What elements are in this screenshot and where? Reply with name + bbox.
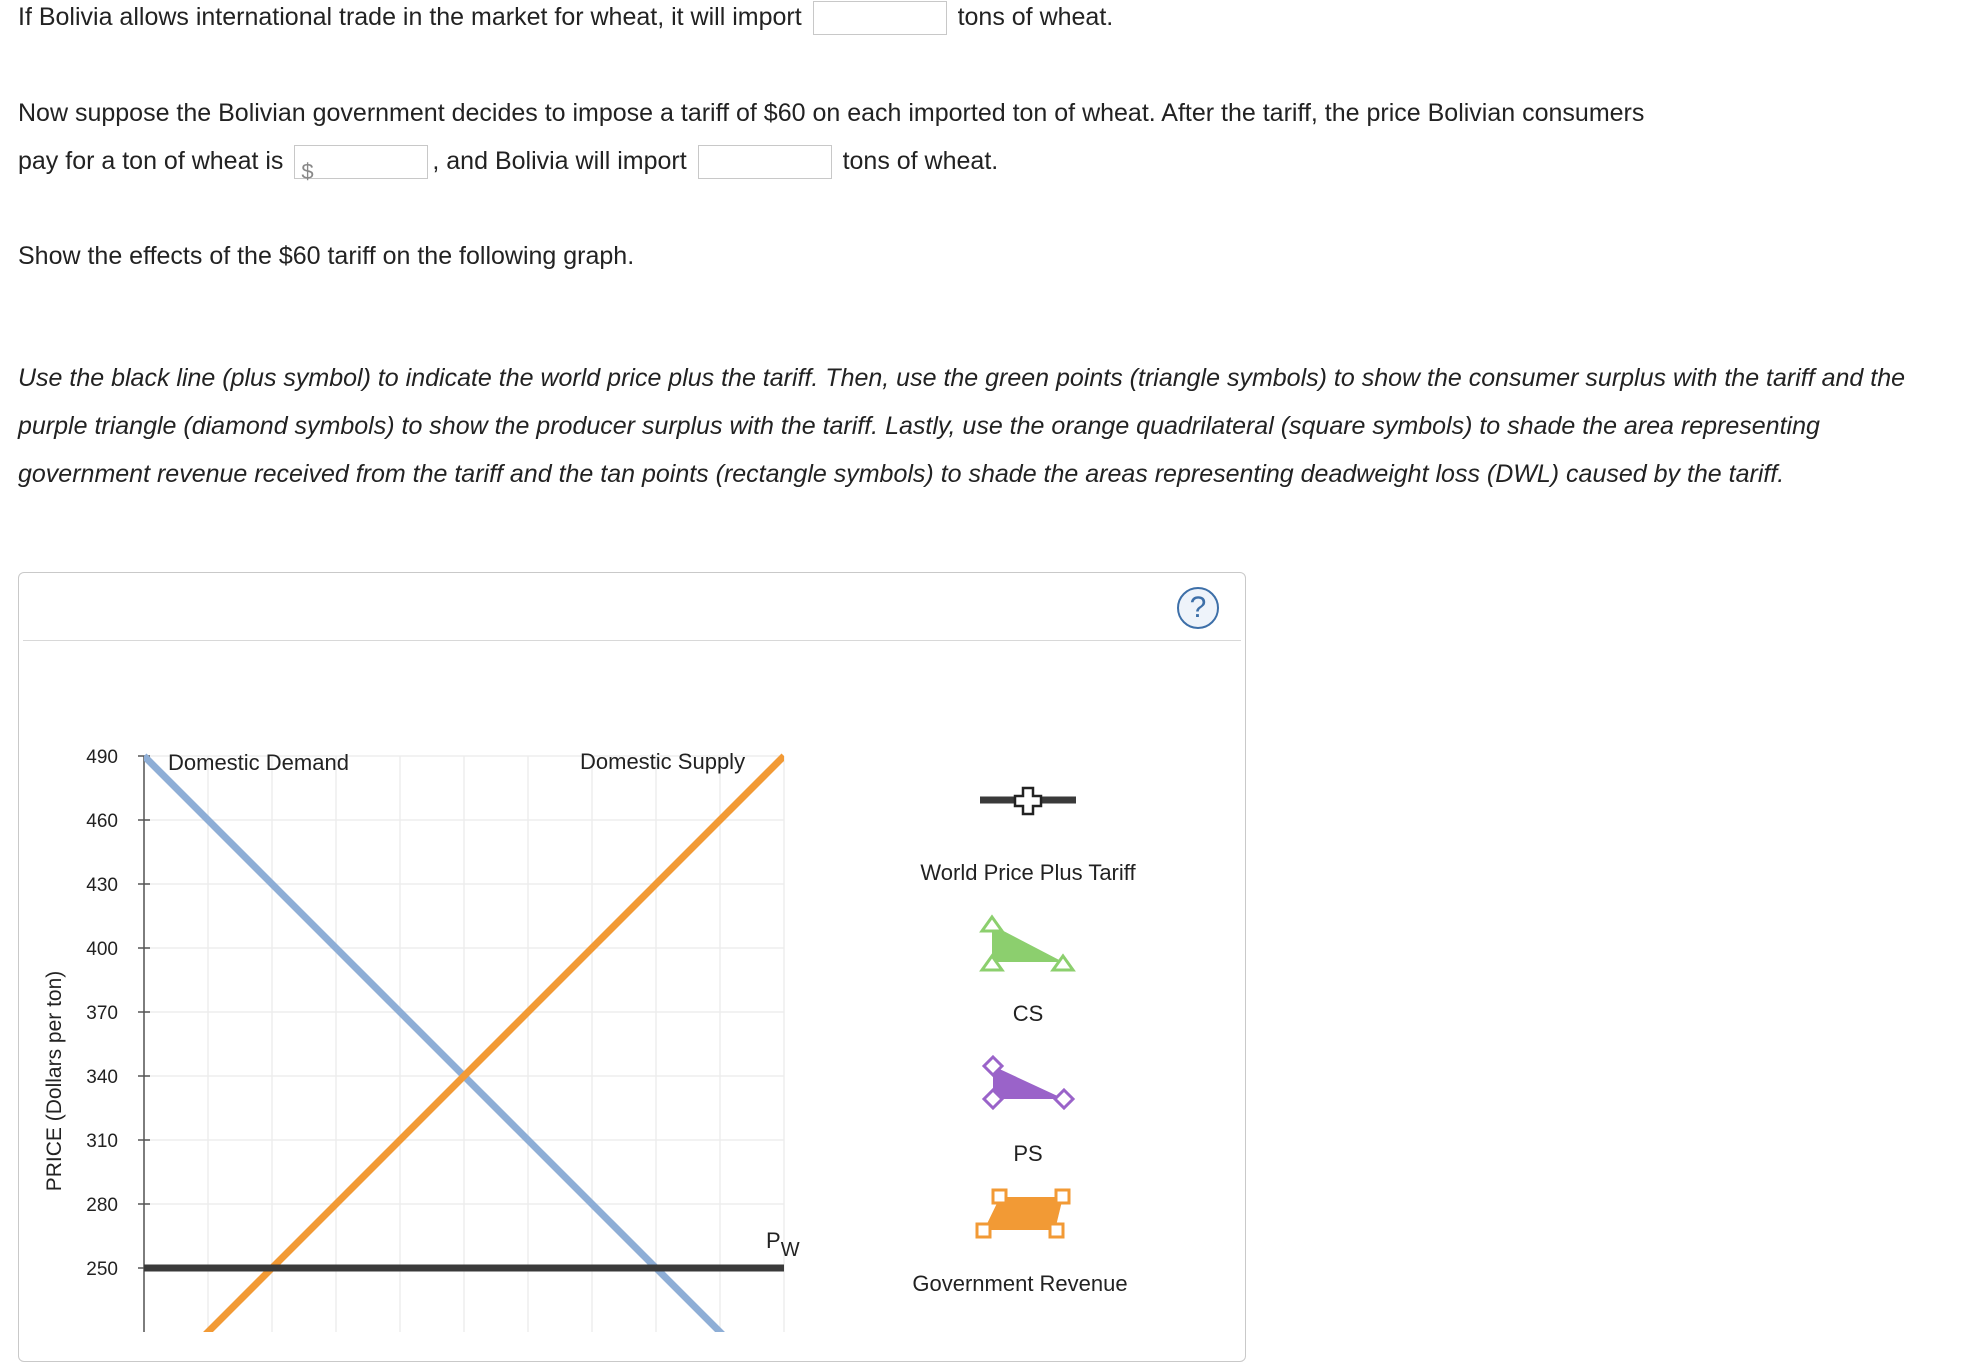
palette-label-government-revenue: Government Revenue bbox=[912, 1271, 1128, 1296]
y-tick-label: 370 bbox=[86, 1003, 118, 1024]
help-icon: ? bbox=[1189, 591, 1207, 624]
square-icon bbox=[1056, 1190, 1069, 1203]
question-2-line-1: Now suppose the Bolivian government decides to impose a tariff of $60 on each imported ton of wheat. After the tariff, the price Bolivian consumers bbox=[18, 99, 1645, 127]
palette-label-ps: PS bbox=[1013, 1141, 1043, 1166]
supply-label: Domestic Supply bbox=[580, 749, 746, 774]
y-tick-label: 400 bbox=[86, 939, 118, 960]
y-tick-label: 250 bbox=[86, 1259, 118, 1280]
dollar-sign: $ bbox=[301, 159, 314, 185]
y-tick-label: 340 bbox=[86, 1067, 118, 1088]
plus-icon bbox=[1015, 788, 1041, 814]
y-tick-label: 460 bbox=[86, 811, 118, 832]
palette-ps[interactable] bbox=[984, 1057, 1073, 1166]
ps-triangle-fill bbox=[993, 1066, 1064, 1099]
y-tick-label: 430 bbox=[86, 875, 118, 896]
demand-label: Domestic Demand bbox=[168, 750, 349, 775]
graph-grid bbox=[144, 756, 784, 1332]
y-axis-ticks bbox=[86, 747, 150, 1332]
question-2-units: tons of wheat. bbox=[842, 147, 999, 175]
diamond-icon bbox=[1055, 1090, 1073, 1108]
palette-label-world-price-plus-tariff: World Price Plus Tariff bbox=[920, 860, 1136, 885]
question-2-middle: , and Bolivia will import bbox=[432, 147, 687, 175]
y-tick-label: 280 bbox=[86, 1195, 118, 1216]
square-icon bbox=[977, 1224, 990, 1237]
graph-prompt: Show the effects of the $60 tariff on the following graph. bbox=[18, 242, 635, 270]
y-tick-label: 490 bbox=[86, 747, 118, 768]
square-icon bbox=[1050, 1224, 1063, 1237]
graph-instructions: Use the black line (plus symbol) to indicate the world price plus the tariff. Then, use the green points (triangle symbols) to show the consumer surplus with the tariff and the purple triangle (diamond symbols) to show the producer surplus with the tariff. Lastly, use the orange quadrilateral (square symbols) to shade the area representing government revenue received from the tariff and the tan points (rectangle symbols) to shade the areas representing deadweight loss (DWL) caused by the tariff. bbox=[18, 364, 1906, 488]
world-price-letter: P bbox=[766, 1228, 781, 1253]
triangle-icon bbox=[1053, 956, 1073, 970]
y-tick-label: 310 bbox=[86, 1131, 118, 1152]
question-1-text: If Bolivia allows international trade in the market for wheat, it will import bbox=[18, 3, 802, 31]
palette-government-revenue[interactable] bbox=[912, 1190, 1127, 1296]
y-axis-label: PRICE (Dollars per ton) bbox=[43, 970, 66, 1192]
square-icon bbox=[993, 1190, 1006, 1203]
question-2-text: pay for a ton of wheat is bbox=[18, 147, 284, 175]
palette-label-cs: CS bbox=[1012, 1001, 1044, 1026]
palette-cs[interactable] bbox=[982, 917, 1073, 1026]
world-price-subscript: W bbox=[780, 1239, 800, 1261]
world-price-label bbox=[766, 1228, 800, 1261]
triangle-icon bbox=[982, 917, 1002, 931]
question-1-units: tons of wheat. bbox=[957, 3, 1114, 31]
palette-world-price-plus-tariff[interactable] bbox=[920, 788, 1136, 885]
